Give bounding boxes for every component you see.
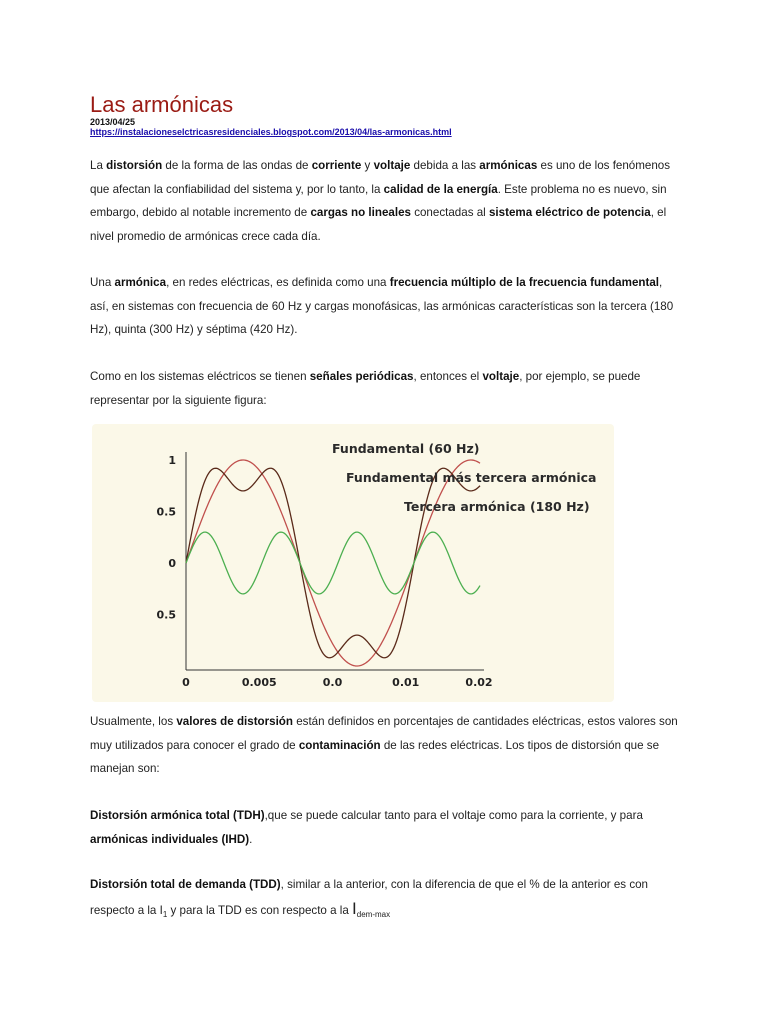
- harmonics-figure: [92, 424, 614, 702]
- x-tick-label: 0.0: [322, 676, 343, 689]
- harmonics-chart: [92, 424, 614, 702]
- paragraph-intro: La distorsión de la forma de las ondas de corriente y voltaje debida a las armónicas es uno de los fenómenos que afectan la confiabilidad del sistema y, por lo tanto, la calidad de la energía. Este problema no es nuevo, sin embargo, debido al notable incremento de cargas no lineales conectadas al sistema eléctrico de potencia, el nivel promedio de armónicas crece cada día.: [90, 159, 671, 243]
- paragraph-periodic: Como en los sistemas eléctricos se tienen señales periódicas, entonces el voltaje, por ejemplo, se puede representar por la siguiente figura:: [90, 370, 641, 407]
- x-tick-label: 0.005: [241, 676, 277, 689]
- paragraph-tdh: Distorsión armónica total (TDH),que se puede calcular tanto para el voltaje como para la corriente, y para armónicas individuales (IHD).: [90, 809, 643, 846]
- paragraph-tdd: Distorsión total de demanda (TDD), similar a la anterior, con la diferencia de que el % de la anterior es con respecto a la $I_1$ y para la TDD es con respecto a la $I_{dem-max}$: [90, 878, 649, 919]
- legend-entry: Tercera armónica (180 Hz): [404, 499, 590, 514]
- post-date: 2013/04/25: [90, 117, 136, 127]
- paragraph-distortion-values: Usualmente, los valores de distorsión están definidos en porcentajes de cantidades eléctricas, estos valores son muy utilizados para conocer el grado de contaminación de las redes eléctricas. Los tipos de distorsión que se manejan son:: [90, 715, 678, 775]
- page-title: Las armónicas: [90, 92, 234, 117]
- x-tick-label: 0: [182, 676, 190, 689]
- series-line-3: [186, 532, 480, 594]
- series-line-1: [186, 460, 480, 666]
- legend-entry: Fundamental más tercera armónica: [346, 470, 597, 485]
- y-tick-label: 0.5: [156, 608, 176, 622]
- y-tick-label: 1: [168, 454, 176, 467]
- x-tick-label: 0.02: [465, 676, 493, 689]
- y-tick-label: 0: [168, 557, 176, 570]
- source-link[interactable]: https://instalacioneselctricasresidenciales.blogspot.com/2013/04/las-armonicas.html: [90, 127, 452, 137]
- y-tick-label: 0.5: [156, 505, 176, 519]
- legend-entry: Fundamental (60 Hz): [332, 441, 480, 456]
- series-line-2: [186, 468, 480, 658]
- paragraph-definition: Una armónica, en redes eléctricas, es definida como una frecuencia múltiplo de la frecuencia fundamental, así, en sistemas con frecuencia de 60 Hz y cargas monofásicas, las armónicas características son la tercera (180 Hz), quinta (300 Hz) y séptima (420 Hz).: [90, 276, 674, 336]
- x-tick-label: 0.01: [392, 676, 420, 689]
